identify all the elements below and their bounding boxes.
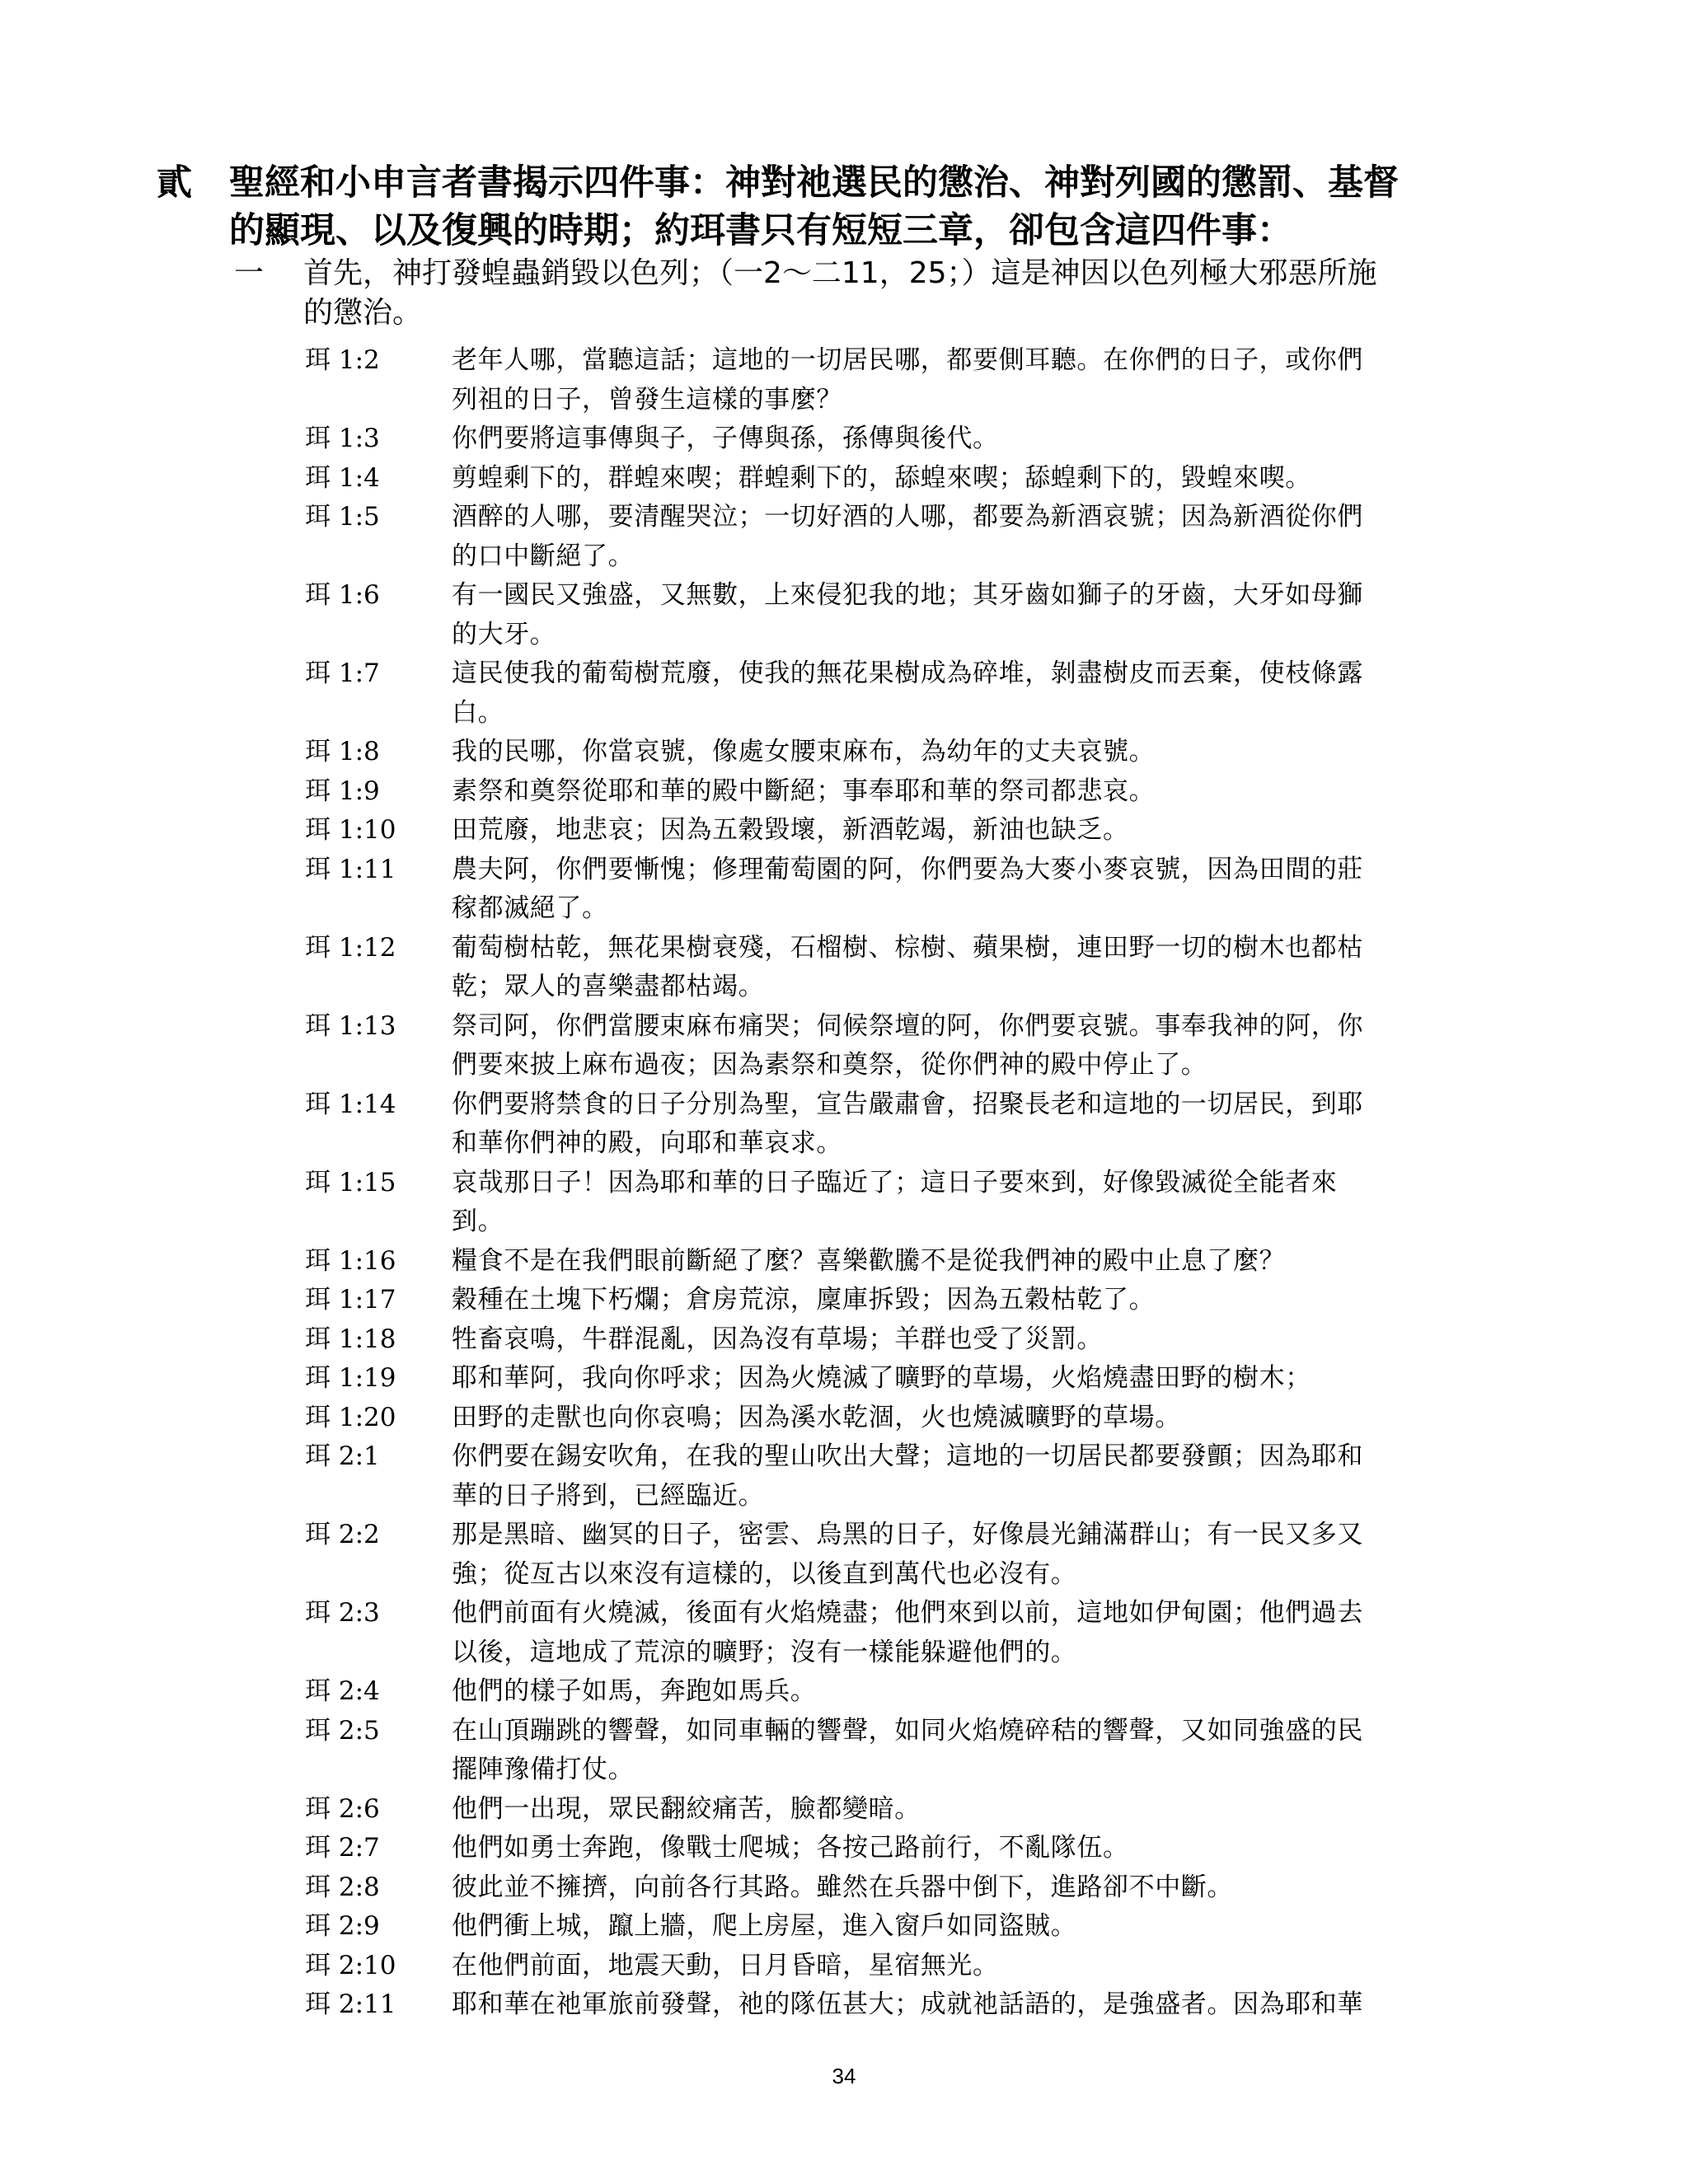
- verse-text: 糧食不是在我們眼前斷絕了麼？喜樂歡騰不是從我們神的殿中止息了麼？: [452, 1245, 1286, 1276]
- verse-row: [305, 1947, 1541, 1986]
- verse-row: [305, 1399, 1541, 1438]
- verse-reference: 珥 1:4: [305, 462, 380, 493]
- verse-reference: 珥 2:10: [305, 1950, 396, 1980]
- verse-text: 他們前面有火燒滅，後面有火焰燒盡；他們來到以前，這地如伊甸園；他們過去 以後，這地成了荒涼的曠野；沒有一樣能躲避他們的。: [452, 1598, 1363, 1667]
- section-heading: [157, 159, 1541, 255]
- section-title: 聖經和小申言者書揭示四件事：神對祂選民的懲治、神對列國的懲罰、基督 的顯現、以及復興的時期；約珥書只有短短三章，卻包含這四件事：: [229, 162, 1399, 251]
- verse-reference: 珥 2:5: [305, 1715, 380, 1746]
- page-number: 34: [832, 2064, 856, 2088]
- point-one: [234, 254, 1545, 333]
- verse-row: [305, 851, 1541, 929]
- verse-row: [305, 576, 1541, 654]
- verse-text: 彼此並不擁擠，向前各行其路。雖然在兵器中倒下，進路卻不中斷。: [452, 1872, 1233, 1902]
- verse-text: 牲畜哀鳴，牛群混亂，因為沒有草場；羊群也受了災罰。: [452, 1324, 1103, 1354]
- verse-row: [305, 811, 1541, 851]
- verse-reference: 珥 2:1: [305, 1441, 380, 1471]
- verse-row: [305, 1007, 1541, 1085]
- verse-reference: 珥 1:18: [305, 1324, 396, 1354]
- verse-row: [305, 1085, 1541, 1164]
- verse-reference: 珥 1:3: [305, 424, 380, 453]
- verse-text: 農夫阿，你們要慚愧；修理葡萄園的阿，你們要為大麥小麥哀號，因為田間的莊 稼都滅絕了。: [452, 854, 1363, 923]
- verse-text: 你們要將這事傳與子，子傳與孫，孫傳與後代。: [452, 424, 999, 453]
- verse-row: [305, 498, 1541, 576]
- verse-reference: 珥 1:10: [305, 815, 396, 845]
- verse-row: [305, 1164, 1541, 1242]
- verse-text: 祭司阿，你們當腰束麻布痛哭；伺候祭壇的阿，你們要哀號。事奉我神的阿，你 們要來披上麻布過夜；因為素祭和奠祭，從你們神的殿中停止了。: [452, 1010, 1363, 1080]
- verse-row: [305, 1594, 1541, 1672]
- verse-row: [305, 419, 1541, 459]
- verse-reference: 珥 1:14: [305, 1089, 396, 1119]
- verse-text: 他們如勇士奔跑，像戰士爬城；各按己路前行，不亂隊伍。: [452, 1833, 1129, 1863]
- verse-reference: 珥 2:6: [305, 1793, 380, 1824]
- verse-text: 他們衝上城，躥上牆，爬上房屋，進入窗戶如同盜賊。: [452, 1911, 1077, 1941]
- verse-row: [305, 1790, 1541, 1830]
- verse-reference: 珥 1:16: [305, 1245, 396, 1276]
- verse-text: 我的民哪，你當哀號，像處女腰束麻布，為幼年的丈夫哀號。: [452, 737, 1156, 766]
- verse-reference: 珥 1:12: [305, 932, 396, 963]
- verse-row: [305, 1868, 1541, 1908]
- verse-reference: 珥 1:19: [305, 1363, 396, 1393]
- verse-row: [305, 772, 1541, 812]
- verse-row: [305, 1437, 1541, 1516]
- verse-row: [305, 1907, 1541, 1947]
- verse-text: 耶和華在祂軍旅前發聲，祂的隊伍甚大；成就祂話語的，是強盛者。因為耶和華: [452, 1990, 1363, 2019]
- verse-row: [305, 929, 1541, 1007]
- verse-reference: 珥 2:4: [305, 1676, 380, 1706]
- verse-reference: 珥 2:9: [305, 1911, 380, 1941]
- verse-reference: 珥 1:7: [305, 658, 380, 688]
- verse-text: 田野的走獸也向你哀鳴；因為溪水乾涸，火也燒滅曠野的草場。: [452, 1402, 1181, 1432]
- verse-reference: 珥 1:5: [305, 502, 380, 532]
- verse-reference: 珥 2:8: [305, 1872, 380, 1902]
- verse-reference: 珥 1:15: [305, 1167, 396, 1197]
- point-number: 一: [234, 256, 265, 290]
- verse-reference: 珥 2:2: [305, 1520, 380, 1549]
- verse-text: 你們要在錫安吹角，在我的聖山吹出大聲；這地的一切居民都要發顫；因為耶和 華的日子將到，已經臨近。: [452, 1441, 1363, 1511]
- verse-row: [305, 654, 1541, 733]
- verse-reference: 珥 1:6: [305, 580, 380, 610]
- verse-reference: 珥 1:13: [305, 1010, 396, 1041]
- verse-row: [305, 1829, 1541, 1868]
- verse-text: 老年人哪，當聽這話；這地的一切居民哪，都要側耳聽。在你們的日子，或你們 列祖的日子，曾發生這樣的事麼？: [452, 345, 1363, 415]
- verse-text: 耶和華阿，我向你呼求；因為火燒滅了曠野的草場，火焰燒盡田野的樹木；: [452, 1363, 1311, 1393]
- verse-row: [305, 1281, 1541, 1320]
- section-number: 貳: [157, 162, 192, 204]
- verse-row: [305, 1359, 1541, 1399]
- verse-row: [305, 459, 1541, 499]
- verse-reference: 珥 1:2: [305, 345, 380, 375]
- verse-text: 素祭和奠祭從耶和華的殿中斷絕；事奉耶和華的祭司都悲哀。: [452, 776, 1156, 806]
- verse-row: [305, 733, 1541, 772]
- verse-row: [305, 1985, 1541, 2025]
- verse-list: [305, 341, 1541, 2025]
- verse-reference: 珥 1:8: [305, 737, 380, 766]
- verse-reference: 珥 1:11: [305, 854, 396, 884]
- verse-text: 酒醉的人哪，要清醒哭泣；一切好酒的人哪，都要為新酒哀號；因為新酒從你們 的口中斷絕了。: [452, 502, 1363, 571]
- verse-row: [305, 1516, 1541, 1594]
- verse-reference: 珥 1:9: [305, 776, 380, 806]
- verse-text: 他們一出現，眾民翻絞痛苦，臉都變暗。: [452, 1793, 921, 1824]
- verse-reference: 珥 2:3: [305, 1598, 380, 1628]
- verse-text: 穀種在土塊下朽爛；倉房荒涼，廩庫拆毀；因為五穀枯乾了。: [452, 1285, 1156, 1315]
- verse-text: 在他們前面，地震天動，日月昏暗，星宿無光。: [452, 1950, 999, 1980]
- verse-text: 那是黑暗、幽冥的日子，密雲、烏黑的日子，好像晨光鋪滿群山；有一民又多又 強；從亙古以來沒有這樣的，以後直到萬代也必沒有。: [452, 1520, 1363, 1589]
- verse-text: 哀哉那日子！因為耶和華的日子臨近了；這日子要來到，好像毀滅從全能者來 到。: [452, 1167, 1338, 1236]
- verse-reference: 珥 2:11: [305, 1990, 396, 2019]
- verse-text: 剪蝗剩下的，群蝗來喫；群蝗剩下的，舔蝗來喫；舔蝗剩下的，毀蝗來喫。: [452, 462, 1311, 493]
- point-text: 首先，神打發蝗蟲銷毀以色列；（一2～二11，25；）這是神因以色列極大邪惡所施 的懲治。: [303, 256, 1377, 330]
- verse-row: [305, 1242, 1541, 1282]
- verse-row: [305, 1672, 1541, 1712]
- verse-text: 有一國民又強盛，又無數，上來侵犯我的地；其牙齒如獅子的牙齒，大牙如母獅 的大牙。: [452, 580, 1363, 649]
- verse-row: [305, 341, 1541, 419]
- verse-reference: 珥 1:17: [305, 1285, 396, 1315]
- verse-row: [305, 1712, 1541, 1790]
- verse-text: 他們的樣子如馬，奔跑如馬兵。: [452, 1676, 817, 1706]
- verse-text: 在山頂蹦跳的響聲，如同車輛的響聲，如同火焰燒碎秸的響聲，又如同強盛的民 擺陣豫備打仗。: [452, 1715, 1363, 1784]
- verse-text: 葡萄樹枯乾，無花果樹衰殘，石榴樹、棕樹、蘋果樹，連田野一切的樹木也都枯 乾；眾人的喜樂盡都枯竭。: [452, 932, 1363, 1001]
- verse-reference: 珥 2:7: [305, 1833, 380, 1863]
- verse-row: [305, 1320, 1541, 1360]
- verse-text: 你們要將禁食的日子分別為聖，宣告嚴肅會，招聚長老和這地的一切居民，到耶 和華你們神的殿，向耶和華哀求。: [452, 1089, 1363, 1158]
- verse-reference: 珥 1:20: [305, 1402, 396, 1432]
- verse-text: 這民使我的葡萄樹荒廢，使我的無花果樹成為碎堆，剝盡樹皮而丟棄，使枝條露 白。: [452, 658, 1363, 728]
- verse-text: 田荒廢，地悲哀；因為五穀毀壞，新酒乾竭，新油也缺乏。: [452, 815, 1129, 845]
